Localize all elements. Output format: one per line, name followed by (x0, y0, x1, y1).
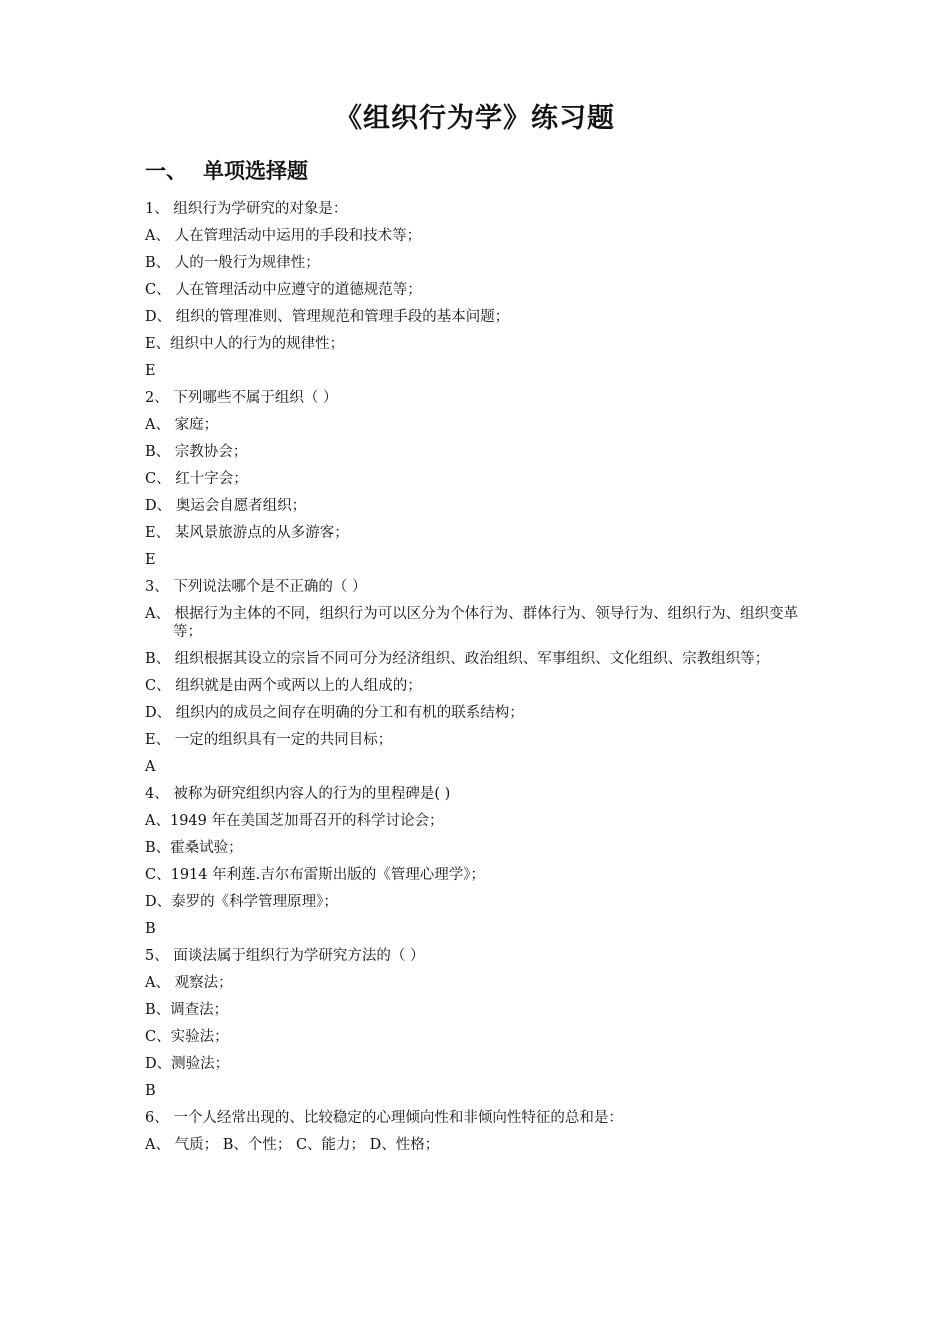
option-line: A、 人在管理活动中运用的手段和技术等； (145, 228, 422, 244)
option-line: A、1949 年在美国芝加哥召开的科学讨论会； (145, 813, 444, 829)
option-line: D、泰罗的《科学管理原理》； (145, 894, 338, 910)
option-line: E、 某风景旅游点的从多游客； (145, 525, 349, 541)
section-heading (145, 155, 308, 185)
option-line: D、测验法； (145, 1056, 230, 1072)
option-line: B、 人的一般行为规律性； (145, 255, 320, 271)
question-text: 6、 一个人经常出现的、比较稳定的心理倾向性和非倾向性特征的总和是： (145, 1110, 623, 1126)
option-line: B、 宗教协会； (145, 444, 248, 460)
option-line: E、 一定的组织具有一定的共同目标； (145, 732, 393, 748)
option-line: C、 红十字会； (145, 471, 248, 487)
option-line: A、 根据行为主体的不同，组织行为可以区分为个体行为、群体行为、领导行为、组织行为、组织变革等； (145, 606, 799, 640)
option-line: E、组织中人的行为的规律性； (145, 336, 345, 352)
option-line: D、 组织的管理准则、管理规范和管理手段的基本问题； (145, 309, 510, 325)
option-line: D、 奥运会自愿者组织； (145, 498, 307, 514)
option-line: A、 气质； B、个性； C、能力； D、性格； (145, 1137, 440, 1153)
section-number: 一、 (145, 159, 187, 183)
answer-line: A (145, 759, 156, 775)
option-line: D、 组织内的成员之间存在明确的分工和有机的联系结构； (145, 705, 524, 721)
option-line: A、 家庭； (145, 417, 219, 433)
answer-line: E (145, 552, 156, 568)
question-text: 3、 下列说法哪个是不正确的（ ） (145, 579, 367, 595)
question-text: 2、 下列哪些不属于组织（ ） (145, 390, 338, 406)
option-line: B、调查法； (145, 1002, 229, 1018)
question-text: 1、 组织行为学研究的对象是： (145, 201, 348, 217)
option-line: C、实验法； (145, 1029, 229, 1045)
option-line: C、 组织就是由两个或两以上的人组成的； (145, 678, 422, 694)
question-text: 5、 面谈法属于组织行为学研究方法的（ ） (145, 948, 425, 964)
question-list (145, 200, 825, 1163)
option-line: C、 人在管理活动中应遵守的道德规范等； (145, 282, 422, 298)
section-label: 单项选择题 (203, 159, 308, 183)
answer-line: B (145, 921, 156, 937)
option-line: C、1914 年利莲.吉尔布雷斯出版的《管理心理学》； (145, 867, 485, 883)
answer-line: E (145, 363, 156, 379)
option-line: B、霍桑试验； (145, 840, 243, 856)
answer-line: B (145, 1083, 156, 1099)
option-line: A、 观察法； (145, 975, 233, 991)
option-line: B、 组织根据其设立的宗旨不同可分为经济组织、政治组织、军事组织、文化组织、宗教组织等； (145, 651, 770, 667)
document-title: 《组织行为学》练习题 (335, 103, 615, 134)
question-text: 4、 被称为研究组织内容人的行为的里程碑是( ) (145, 786, 451, 802)
